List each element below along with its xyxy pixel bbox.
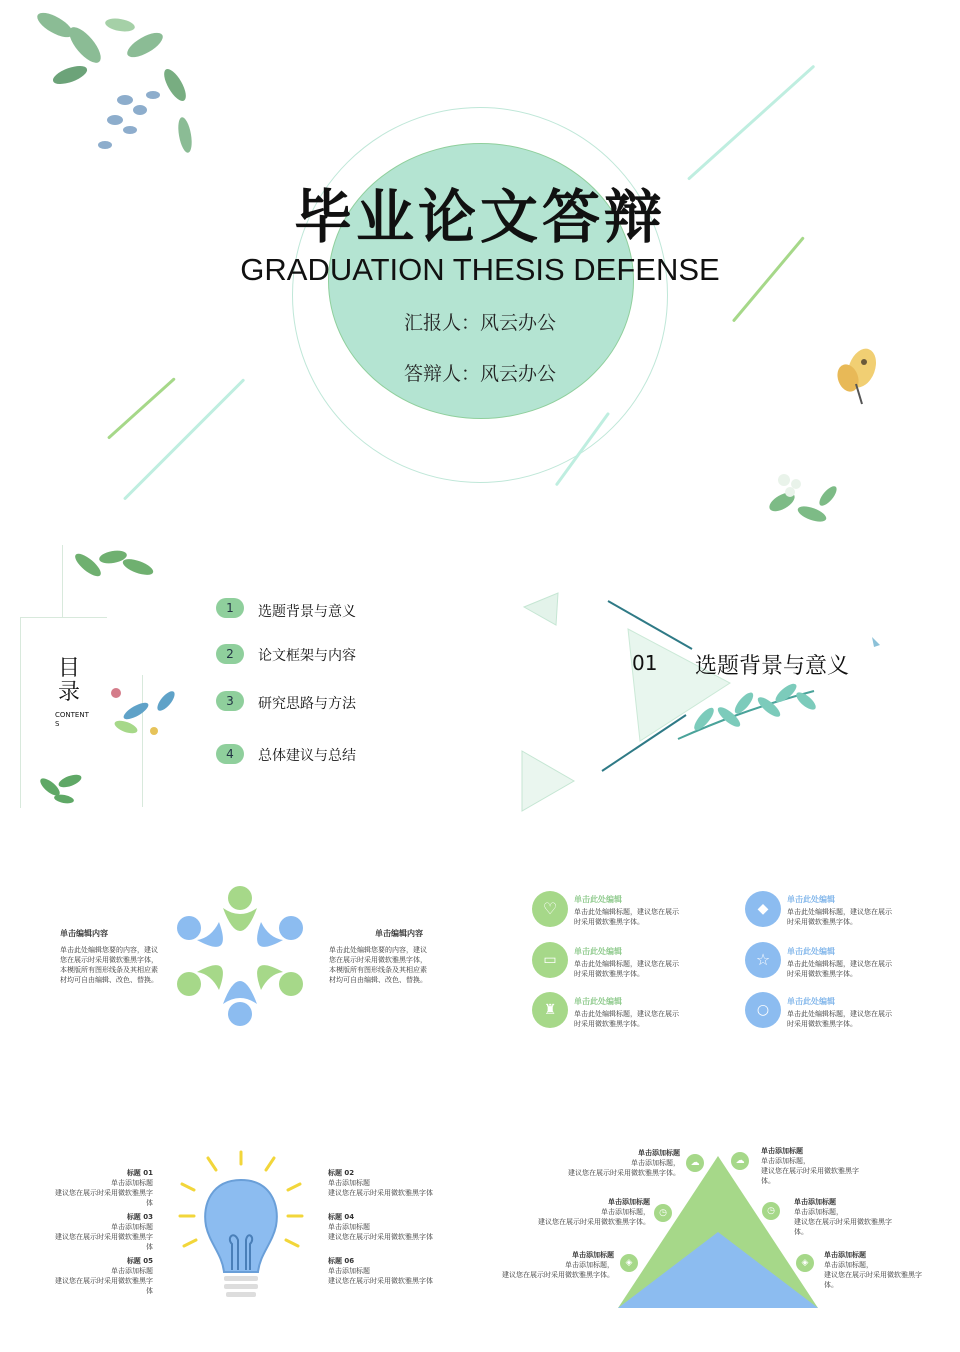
feature-title-4: 单击此处编辑 [787,895,835,904]
item-line: 体。 [824,1281,838,1289]
leaf-cluster-illustration [68,545,158,593]
monitor-icon: ▭ [532,942,568,978]
feature-title-1: 单击此处编辑 [574,895,622,904]
right-item-1 [328,1168,448,1198]
item-line: 建议您在展示时采用微软雅黑字体。 [502,1271,614,1279]
toc-number-3: 3 [216,691,244,711]
item-title: 单击添加标题 [761,1147,803,1155]
feature-body-3: 单击此处编辑标题，建议您在展示时采用微软雅黑字体。 [574,1010,679,1028]
item-line: 建议您在展示时采用微软雅黑字体。 [568,1169,680,1177]
item-title: 标题 06 [328,1257,355,1265]
item-line: 建议您在展示时采用微软雅黑字体 [328,1189,433,1197]
left-content-title: 单击编辑内容 [60,929,108,938]
feature-title-3: 单击此处编辑 [574,997,622,1006]
left-content-body: 单击此处编辑您要的内容，建议您在展示时采用微软雅黑字体，本模版所有图形线条及其相应素材均可自由编辑、改色、替换。 [60,946,158,984]
cloud-icon: ☁ [731,1152,749,1170]
item-title: 单击添加标题 [824,1251,866,1259]
deco-line [107,377,176,439]
item-line: 单击添加标题 [328,1179,370,1187]
left-item-2 [50,1212,153,1252]
toc-item-4[interactable]: 总体建议与总结 [258,748,356,764]
cover-title-en: GRADUATION THESIS DEFENSE [240,252,720,287]
shirt-icon: ♜ [532,992,568,1028]
defender-label: 答辩人：风云办公 [403,363,556,385]
feature-body-4: 单击此处编辑标题，建议您在展示时采用微软雅黑字体。 [787,908,892,926]
feature-body-1: 单击此处编辑标题，建议您在展示时采用微软雅黑字体。 [574,908,679,926]
item-line: 体。 [794,1228,808,1236]
flower-sprig-illustration [106,681,186,745]
toc-number-4: 4 [216,744,244,764]
feature-body-6: 单击此处编辑标题，建议您在展示时采用微软雅黑字体。 [787,1010,892,1028]
bulb-icon: ○ [745,992,781,1028]
item-line: 单击添加标题 [328,1267,370,1275]
feature-title-6: 单击此处编辑 [787,997,835,1006]
item-line: 体 [146,1287,153,1295]
item-line: 建议您在展示时采用微软雅黑字 [55,1233,153,1241]
butterfly-icon [832,344,888,414]
toc-slide [20,545,480,807]
item-title: 单击添加标题 [572,1251,614,1259]
pyramid-right-item-2 [794,1197,894,1237]
feature-title-5: 单击此处编辑 [787,947,835,956]
reporter-label: 汇报人：风云办公 [403,312,556,334]
graduation-cap-icon: ◆ [745,891,781,927]
toc-item-1[interactable]: 选题背景与意义 [258,604,356,620]
right-item-2 [328,1212,448,1242]
pyramid-left-item-1 [560,1148,680,1178]
section-slide [480,545,960,807]
right-item-3 [328,1256,448,1286]
pyramid-slide [480,1130,960,1330]
item-title: 标题 05 [126,1257,153,1265]
item-line: 单击添加标题， [824,1261,873,1269]
pyramid-right-item-3 [824,1250,924,1290]
deco-line [687,65,815,181]
item-line: 单击添加标题， [565,1261,614,1269]
toc-number-1: 1 [216,598,244,618]
item-line: 体 [146,1243,153,1251]
star-icon: ☆ [745,942,781,978]
cloud-icon: ☁ [686,1154,704,1172]
item-line: 单击添加标题 [111,1267,153,1275]
feature-body-2: 单击此处编辑标题，建议您在展示时采用微软雅黑字体。 [574,960,679,978]
tag-icon: ◈ [796,1254,814,1272]
item-line: 建议您在展示时采用微软雅黑字 [55,1189,153,1197]
item-line: 单击添加标题， [601,1208,650,1216]
item-line: 单击添加标题 [111,1179,153,1187]
item-line: 建议您在展示时采用微软雅黑字 [55,1277,153,1285]
feature-body-5: 单击此处编辑标题，建议您在展示时采用微软雅黑字体。 [787,960,892,978]
item-line: 建议您在展示时采用微软雅黑字体 [328,1277,433,1285]
people-cycle-diagram [175,884,305,1028]
item-line: 建议您在展示时采用微软雅黑字 [794,1218,892,1226]
feature-title-2: 单击此处编辑 [574,947,622,956]
toc-item-2[interactable]: 论文框架与内容 [258,648,356,664]
item-line: 体 [146,1199,153,1207]
section-number: 01 [632,651,658,675]
item-title: 标题 02 [328,1169,355,1177]
toc-heading: 目录 [58,656,81,705]
cover-title-cn: 毕业论文答辩 [293,183,666,251]
toc-number-2: 2 [216,644,244,664]
item-line: 单击添加标题， [794,1208,843,1216]
pyramid-left-item-3 [494,1250,614,1280]
item-line: 建议您在展示时采用微软雅黑字体。 [538,1218,650,1226]
item-line: 建议您在展示时采用微软雅黑字 [824,1271,922,1279]
item-title: 单击添加标题 [608,1198,650,1206]
pyramid-right-item-1 [761,1146,861,1186]
item-line: 单击添加标题 [111,1223,153,1231]
features-slide [480,860,960,1060]
item-line: 建议您在展示时采用微软雅黑字 [761,1167,859,1175]
flower-sprig-illustration [762,462,850,540]
left-item-3 [50,1256,153,1296]
toc-frame-vline [62,545,63,617]
clock-icon: ◷ [654,1204,672,1222]
heart-icon: ♡ [532,891,568,927]
cover-slide [0,0,960,540]
item-title: 标题 01 [126,1169,153,1177]
clock-icon: ◷ [762,1202,780,1220]
light-bulb-illustration [176,1148,306,1314]
item-line: 单击添加标题 [328,1223,370,1231]
toc-heading-sub: CONTENT S [55,711,89,728]
pyramid-left-item-2 [530,1197,650,1227]
flower-diagram-slide [0,860,480,1060]
bulb-slide [0,1130,480,1330]
leaf-branch-illustration [674,683,824,743]
item-line: 建议您在展示时采用微软雅黑字体 [328,1233,433,1241]
item-title: 单击添加标题 [638,1149,680,1157]
section-title: 选题背景与意义 [695,654,850,679]
leaf-cluster-illustration [25,5,205,165]
item-title: 单击添加标题 [794,1198,836,1206]
toc-item-3[interactable]: 研究思路与方法 [258,696,356,712]
item-title: 标题 03 [126,1213,153,1221]
item-line: 单击添加标题， [631,1159,680,1167]
leaf-cluster-illustration [34,767,90,807]
right-content-body: 单击此处编辑您要的内容，建议您在展示时采用微软雅黑字体，本模版所有图形线条及其相应素材均可自由编辑、改色、替换。 [329,946,427,984]
item-title: 标题 04 [328,1213,355,1221]
deco-line [123,378,245,500]
item-line: 单击添加标题， [761,1157,810,1165]
left-item-1 [50,1168,153,1208]
item-line: 体。 [761,1177,775,1185]
tag-icon: ◈ [620,1254,638,1272]
right-content-title: 单击编辑内容 [375,929,423,938]
